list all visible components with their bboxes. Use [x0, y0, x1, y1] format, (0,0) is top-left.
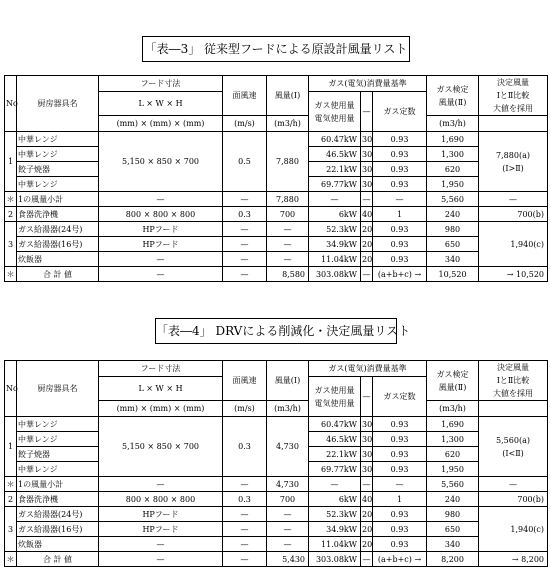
gas-rate: 30: [361, 132, 373, 147]
gas-constant: 0.93: [373, 507, 427, 522]
face-velocity: —: [223, 522, 267, 537]
header-face-velocity: 面風速: [223, 76, 267, 116]
header-airflow-2: ガス検定 風量(Ⅱ): [427, 361, 479, 401]
gas-use: 69.77kW: [309, 462, 361, 477]
total-row: [5, 552, 548, 567]
subtotal-hood: —: [99, 192, 223, 207]
equipment-name: 中華レンジ: [17, 132, 99, 147]
airflow-1: 4,730: [267, 417, 309, 477]
face-velocity: —: [223, 222, 267, 237]
header-gas-use: ガス使用量 電気使用量: [309, 377, 361, 417]
gas-constant: 0.93: [373, 447, 427, 462]
table-row: [5, 252, 548, 267]
gas-constant: 0.93: [373, 432, 427, 447]
airflow-2: 240: [427, 492, 479, 507]
subtotal-label: 1の風量小計: [17, 477, 99, 492]
header-airflow-1-unit: (m3/h): [267, 116, 309, 132]
total-hood: —: [99, 267, 223, 282]
header-gas-constant: ガス定数: [373, 377, 427, 417]
header-face-velocity: 面風速: [223, 361, 267, 401]
airflow-2: 650: [427, 237, 479, 252]
table-row: [5, 237, 548, 252]
airflow-2: 620: [427, 162, 479, 177]
equipment-name: 中華レンジ: [17, 432, 99, 447]
total-face: —: [223, 267, 267, 282]
equipment-name: 中華レンジ: [17, 177, 99, 192]
gas-use: 60.47kW: [309, 132, 361, 147]
hood-size: 800 × 800 × 800: [99, 492, 223, 507]
header-decided-airflow: 決定風量 ⅠとⅡ比較 大値を採用: [479, 361, 548, 401]
gas-rate: 20: [361, 222, 373, 237]
header-no: No: [5, 76, 17, 132]
header-decided-airflow: 決定風量 ⅠとⅡ比較 大値を採用: [479, 76, 548, 116]
gas-rate: 20: [361, 537, 373, 552]
airflow-1: —: [267, 522, 309, 537]
airflow-2: 980: [427, 507, 479, 522]
subtotal-airflow-1: 7,880: [267, 192, 309, 207]
header-equipment-name: 厨房器具名: [17, 361, 99, 417]
gas-use: 22.1kW: [309, 162, 361, 177]
subtotal-gas-use: —: [309, 477, 361, 492]
gas-use: 60.47kW: [309, 417, 361, 432]
subtotal-airflow-2: 5,560: [427, 477, 479, 492]
decided-airflow: 7,880(a) (Ⅰ>Ⅱ): [479, 132, 548, 192]
header-airflow-2-unit: (m3/h): [427, 401, 479, 417]
hood-size: —: [99, 537, 223, 552]
total-gas-use: 303.08kW: [309, 552, 361, 567]
gas-use: 46.5kW: [309, 432, 361, 447]
gas-constant: 0.93: [373, 222, 427, 237]
decided-airflow: 700(b): [479, 207, 548, 222]
gas-rate: 30: [361, 432, 373, 447]
total-airflow-2: 8,200: [427, 552, 479, 567]
equipment-name: ガス給湯器(16号): [17, 237, 99, 252]
gas-use: 34.9kW: [309, 522, 361, 537]
group-no: 3: [5, 222, 17, 267]
gas-use: 69.77kW: [309, 177, 361, 192]
subtotal-gas-rate: —: [361, 192, 373, 207]
airflow-2: 1,300: [427, 147, 479, 162]
total-gas-rate: —: [361, 267, 373, 282]
gas-constant: 0.93: [373, 252, 427, 267]
header-lwh: L × W × H: [99, 377, 223, 401]
equipment-name: ガス給湯器(16号): [17, 522, 99, 537]
airflow-1: 700: [267, 207, 309, 222]
hood-size: —: [99, 252, 223, 267]
group-no: 2: [5, 492, 17, 507]
hood-size: 5,150 × 850 × 700: [99, 132, 223, 192]
airflow-2: 240: [427, 207, 479, 222]
table4-caption: 「表―4」 DRVによる削減化・決定風量リスト: [155, 318, 397, 344]
header-gas-use: ガス使用量 電気使用量: [309, 92, 361, 132]
gas-use: 46.5kW: [309, 147, 361, 162]
decided-airflow: 5,560(a) (Ⅰ<Ⅱ): [479, 417, 548, 477]
subtotal-label: 1の風量小計: [17, 192, 99, 207]
gas-rate: 30: [361, 447, 373, 462]
header-decided-blank: [479, 116, 548, 132]
table-row: [5, 492, 548, 507]
equipment-name: 炊飯器: [17, 252, 99, 267]
table-row: [5, 132, 548, 147]
gas-constant: 0.93: [373, 237, 427, 252]
gas-constant: 0.93: [373, 132, 427, 147]
gas-constant: 0.93: [373, 162, 427, 177]
header-units: (mm) × (mm) × (mm): [99, 116, 223, 132]
table-row: [5, 207, 548, 222]
airflow-2: 620: [427, 447, 479, 462]
gas-use: 52.3kW: [309, 507, 361, 522]
hood-size: 5,150 × 850 × 700: [99, 417, 223, 477]
group-no: 1: [5, 417, 17, 477]
airflow-1: —: [267, 507, 309, 522]
equipment-name: 食器洗浄機: [17, 207, 99, 222]
total-airflow-1: 8,580: [267, 267, 309, 282]
equipment-name: 餃子焼器: [17, 162, 99, 177]
airflow-2: 650: [427, 522, 479, 537]
gas-use: 52.3kW: [309, 222, 361, 237]
airflow-1: —: [267, 252, 309, 267]
total-face: —: [223, 552, 267, 567]
header-equipment-name: 厨房器具名: [17, 76, 99, 132]
equipment-name: 中華レンジ: [17, 462, 99, 477]
airflow-1: 700: [267, 492, 309, 507]
table-row: [5, 507, 548, 522]
subtotal-face: —: [223, 477, 267, 492]
subtotal-mark: ＊: [5, 192, 17, 207]
hood-size: HPフード: [99, 507, 223, 522]
gas-constant: 0.93: [373, 177, 427, 192]
gas-rate: 30: [361, 177, 373, 192]
decided-airflow: 1,940(c): [479, 222, 548, 267]
table-row: [5, 522, 548, 537]
decided-airflow: 700(b): [479, 492, 548, 507]
group-no: 3: [5, 507, 17, 552]
header-decided-blank: [479, 401, 548, 417]
header-hood-size: フード寸法: [99, 361, 223, 377]
header-no: No: [5, 361, 17, 417]
gas-rate: 20: [361, 522, 373, 537]
header-airflow-2-unit: (m3/h): [427, 116, 479, 132]
hood-size: HPフード: [99, 222, 223, 237]
total-mark: ＊: [5, 267, 17, 282]
subtotal-face: —: [223, 192, 267, 207]
total-hood: —: [99, 552, 223, 567]
total-gas-rate: —: [361, 552, 373, 567]
face-velocity: —: [223, 537, 267, 552]
header-units: (mm) × (mm) × (mm): [99, 401, 223, 417]
gas-constant: 0.93: [373, 417, 427, 432]
total-airflow-1: 5,430: [267, 552, 309, 567]
equipment-name: 炊飯器: [17, 537, 99, 552]
group-no: 2: [5, 207, 17, 222]
airflow-2: 1,950: [427, 462, 479, 477]
subtotal-airflow-2: 5,560: [427, 192, 479, 207]
airflow-1: —: [267, 222, 309, 237]
header-airflow-2: ガス検定 風量(Ⅱ): [427, 76, 479, 116]
subtotal-gas-rate: —: [361, 477, 373, 492]
header-hood-size: フード寸法: [99, 76, 223, 92]
subtotal-decided: —: [479, 477, 548, 492]
table3-caption: 「表―3」 従来型フードによる原設計風量リスト: [142, 36, 410, 62]
airflow-2: 340: [427, 537, 479, 552]
gas-use: 22.1kW: [309, 447, 361, 462]
subtotal-gas-use: —: [309, 192, 361, 207]
airflow-table-4: [4, 360, 548, 567]
gas-constant: 0.93: [373, 537, 427, 552]
face-velocity: 0.3: [223, 417, 267, 477]
gas-use: 11.04kW: [309, 252, 361, 267]
header-lwh: L × W × H: [99, 92, 223, 116]
gas-use: 6kW: [309, 207, 361, 222]
header-gas-constant: ガス定数: [373, 92, 427, 132]
gas-rate: 30: [361, 417, 373, 432]
total-airflow-2: 10,520: [427, 267, 479, 282]
table-row: [5, 537, 548, 552]
equipment-name: 中華レンジ: [17, 417, 99, 432]
gas-use: 34.9kW: [309, 237, 361, 252]
face-velocity: —: [223, 252, 267, 267]
subtotal-airflow-1: 4,730: [267, 477, 309, 492]
total-label: 合 計 値: [17, 267, 99, 282]
face-velocity: —: [223, 507, 267, 522]
gas-constant: 1: [373, 492, 427, 507]
gas-rate: 30: [361, 147, 373, 162]
airflow-2: 1,690: [427, 132, 479, 147]
header-gas-dash: —: [361, 92, 373, 132]
subtotal-row: [5, 477, 548, 492]
total-row: [5, 267, 548, 282]
subtotal-gas-constant: —: [373, 477, 427, 492]
airflow-2: 340: [427, 252, 479, 267]
total-decided: → 10,520: [479, 267, 548, 282]
gas-rate: 40: [361, 207, 373, 222]
header-airflow-1-unit: (m3/h): [267, 401, 309, 417]
subtotal-mark: ＊: [5, 477, 17, 492]
header-face-unit: (m/s): [223, 116, 267, 132]
hood-size: HPフード: [99, 237, 223, 252]
header-gas-basis: ガス(電気)消費量基準: [309, 76, 427, 92]
table-row: [5, 417, 548, 432]
gas-use: 6kW: [309, 492, 361, 507]
equipment-name: ガス給湯器(24号): [17, 222, 99, 237]
gas-rate: 20: [361, 507, 373, 522]
airflow-1: 7,880: [267, 132, 309, 192]
hood-size: 800 × 800 × 800: [99, 207, 223, 222]
airflow-2: 980: [427, 222, 479, 237]
header-gas-dash: —: [361, 377, 373, 417]
gas-use: 11.04kW: [309, 537, 361, 552]
equipment-name: 餃子焼器: [17, 447, 99, 462]
airflow-1: —: [267, 537, 309, 552]
gas-rate: 20: [361, 252, 373, 267]
total-mark: ＊: [5, 552, 17, 567]
total-formula: (a+b+c) →: [373, 552, 427, 567]
gas-rate: 40: [361, 492, 373, 507]
decided-airflow: 1,940(c): [479, 507, 548, 552]
face-velocity: 0.3: [223, 207, 267, 222]
gas-rate: 30: [361, 462, 373, 477]
total-decided: → 8,200: [479, 552, 548, 567]
gas-rate: 30: [361, 162, 373, 177]
total-label: 合 計 値: [17, 552, 99, 567]
subtotal-decided: —: [479, 192, 548, 207]
airflow-1: —: [267, 237, 309, 252]
gas-constant: 1: [373, 207, 427, 222]
airflow-2: 1,300: [427, 432, 479, 447]
airflow-2: 1,950: [427, 177, 479, 192]
subtotal-gas-constant: —: [373, 192, 427, 207]
hood-size: HPフード: [99, 522, 223, 537]
gas-rate: 20: [361, 237, 373, 252]
equipment-name: ガス給湯器(24号): [17, 507, 99, 522]
table-row: [5, 222, 548, 237]
total-formula: (a+b+c) →: [373, 267, 427, 282]
header-face-unit: (m/s): [223, 401, 267, 417]
airflow-table-3: [4, 75, 548, 282]
gas-constant: 0.93: [373, 522, 427, 537]
airflow-2: 1,690: [427, 417, 479, 432]
header-gas-basis: ガス(電気)消費量基準: [309, 361, 427, 377]
subtotal-hood: —: [99, 477, 223, 492]
total-gas-use: 303.08kW: [309, 267, 361, 282]
face-velocity: 0.3: [223, 492, 267, 507]
face-velocity: 0.5: [223, 132, 267, 192]
header-airflow-1: 風量(Ⅰ): [267, 361, 309, 401]
group-no: 1: [5, 132, 17, 192]
face-velocity: —: [223, 237, 267, 252]
header-airflow-1: 風量(Ⅰ): [267, 76, 309, 116]
equipment-name: 食器洗浄機: [17, 492, 99, 507]
gas-constant: 0.93: [373, 147, 427, 162]
gas-constant: 0.93: [373, 462, 427, 477]
equipment-name: 中華レンジ: [17, 147, 99, 162]
subtotal-row: [5, 192, 548, 207]
